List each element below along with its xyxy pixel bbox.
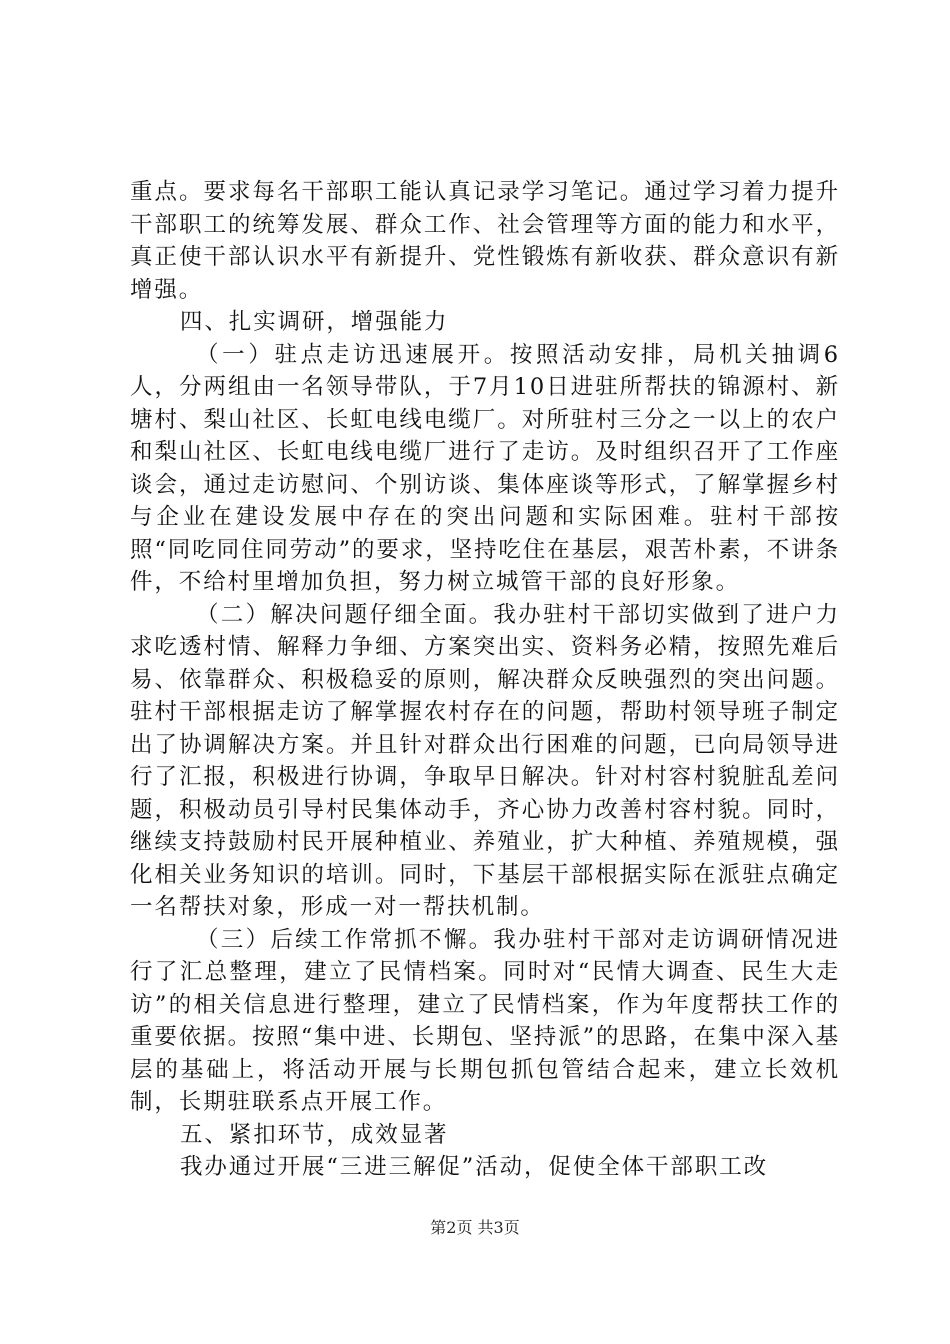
paragraph-section-5: 我办通过开展“三进三解促”活动，促使全体干部职工改	[180, 1154, 769, 1180]
section-heading-4: 四、扎实调研，增强能力	[180, 309, 449, 335]
page-footer: 第2页 共3页	[430, 1218, 520, 1237]
paragraph-item-2: （二）解决问题仔细全面。我办驻村干部切实做到了进户力求吃透村情、解释力争细、方案突出实、资料务必精，按照先难后易、依靠群众、积极稳妥的原则，解决群众反映强烈的突出问题。驻村干部根据走访了解掌握农村存在的问题，帮助村领导班子制定出了协调解决方案。并且针对群众出行困难的问题，已向局领导进行了汇报，积极进行协调，争取早日解决。针对村容村貌脏乱差问题，积极动员引导村民集体动手，齐心协力改善村容村貌。同时，继续支持鼓励村民开展种植业、养殖业，扩大种植、养殖规模，强化相关业务知识的培训。同时，下基层干部根据实际在派驻点确定一名帮扶对象，形成一对一帮扶机制。	[130, 601, 840, 920]
paragraph-item-1: （一）驻点走访迅速展开。按照活动安排，局机关抽调6人，分两组由一名领导带队，于7月10日进驻所帮扶的锦源村、新塘村、梨山社区、长虹电线电缆厂。对所驻村三分之一以上的农户和梨山社区、长虹电线电缆厂进行了走访。及时组织召开了工作座谈会，通过走访慰问、个别访谈、集体座谈等形式，了解掌握乡村与企业在建设发展中存在的突出问题和实际困难。驻村干部按照“同吃同住同劳动”的要求，坚持吃住在基层，艰苦朴素，不讲条件，不给村里增加负担，努力树立城管干部的良好形象。	[130, 341, 841, 595]
paragraph-continuation: 重点。要求每名干部职工能认真记录学习笔记。通过学习着力提升干部职工的统筹发展、群众工作、社会管理等方面的能力和水平，真正使干部认识水平有新提升、党性锻炼有新收获、群众意识有新增强。	[130, 179, 840, 303]
paragraph-item-3: （三）后续工作常抓不懈。我办驻村干部对走访调研情况进行了汇总整理，建立了民情档案。同时对“民情大调查、民生大走访”的相关信息进行整理，建立了民情档案，作为年度帮扶工作的重要依据。按照“集中进、长期包、坚持派”的思路，在集中深入基层的基础上，将活动开展与长期包抓包管结合起来，建立长效机制，长期驻联系点开展工作。	[130, 926, 841, 1115]
section-heading-5: 五、紧扣环节，成效显著	[180, 1121, 449, 1148]
document-body	[130, 176, 840, 1184]
